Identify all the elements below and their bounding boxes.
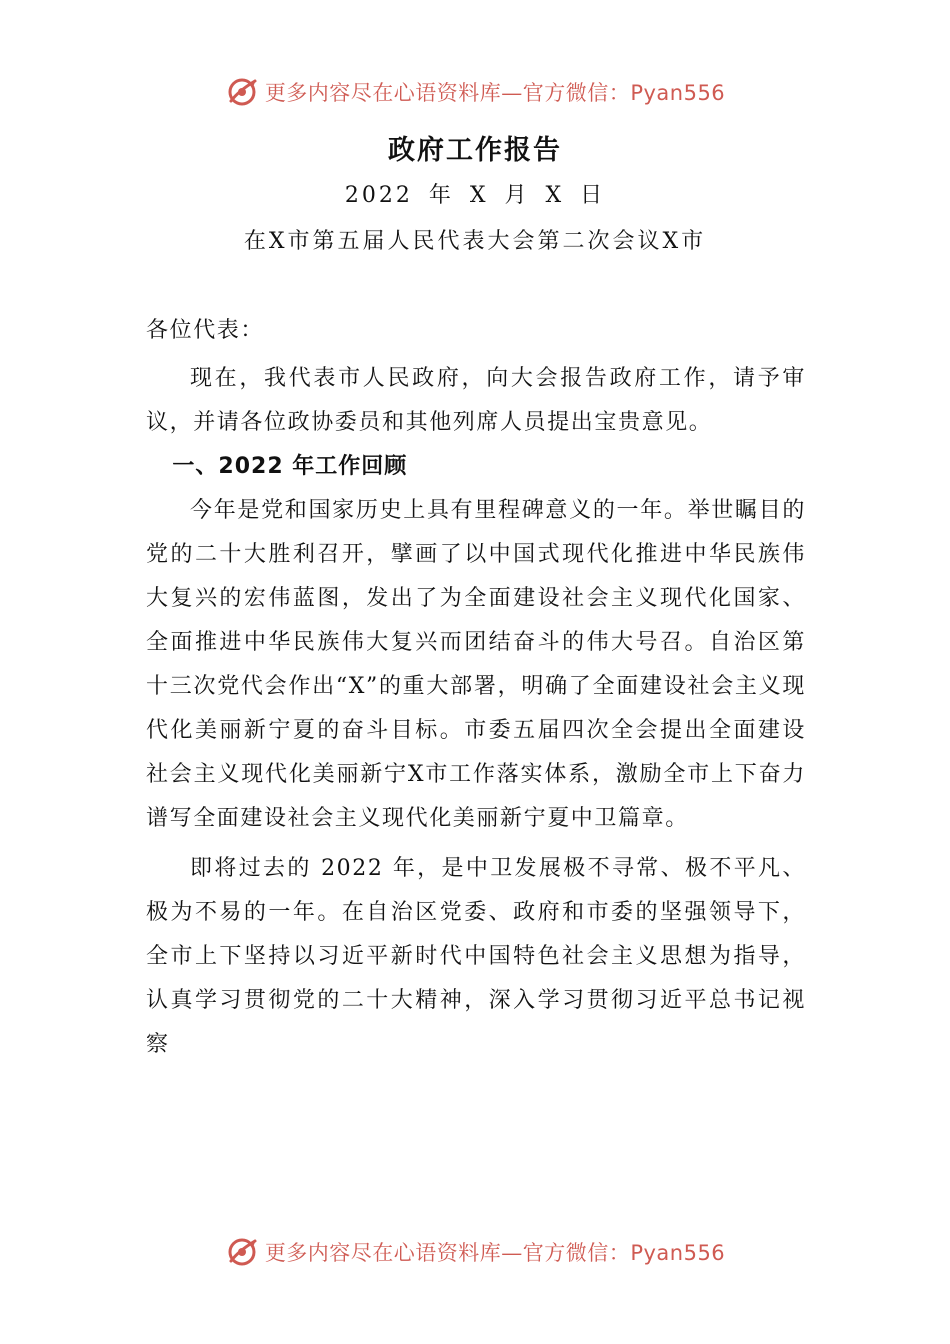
document-venue: 在X市第五届人民代表大会第二次会议X市: [243, 229, 707, 254]
brand-logo-icon: [225, 1235, 259, 1269]
watermark-banner-top: [0, 72, 950, 112]
watermark-text: 更多内容尽在心语资料库—官方微信：Pyan556: [264, 81, 726, 105]
salutation: 各位代表：: [146, 318, 265, 343]
watermark-banner-bottom: [0, 1232, 950, 1272]
section-heading: 一、2022 年工作回顾: [172, 454, 408, 479]
body-paragraph-2: 即将过去的 2022 年，是中卫发展极不寻常、极不平凡、极为不易的一年。在自治区党委、政府和市委的坚强领导下，全市上下坚持以习近平新时代中国特色社会主义思想为指导，认真学习贯彻党的二十大精神，深入学习贯彻习近平总书记视察: [146, 856, 806, 1057]
document-date: 2022 年 X 月 X 日: [344, 183, 606, 208]
body-paragraph-1: 今年是党和国家历史上具有里程碑意义的一年。举世瞩目的党的二十大胜利召开，擘画了以中国式现代化推进中华民族伟大复兴的宏伟蓝图，发出了为全面建设社会主义现代化国家、全面推进中华民族伟大复兴而团结奋斗的伟大号召。自治区第十三次党代会作出“X”的重大部署，明确了全面建设社会主义现代化美丽新宁夏的奋斗目标。市委五届四次全会提出全面建设社会主义现代化美丽新宁X市工作落实体系，激励全市上下奋力谱写全面建设社会主义现代化美丽新宁夏中卫篇章。: [146, 498, 806, 831]
watermark-text: 更多内容尽在心语资料库—官方微信：Pyan556: [264, 1241, 726, 1265]
document-body: [146, 309, 806, 1067]
wechat-id: Pyan556: [630, 81, 726, 105]
wechat-id: Pyan556: [630, 1241, 726, 1265]
intro-paragraph: 现在，我代表市人民政府，向大会报告政府工作，请予审议，并请各位政协委员和其他列席人员提出宝贵意见。: [146, 366, 806, 435]
document-title: 政府工作报告: [388, 135, 562, 166]
brand-logo-icon: [225, 75, 259, 109]
